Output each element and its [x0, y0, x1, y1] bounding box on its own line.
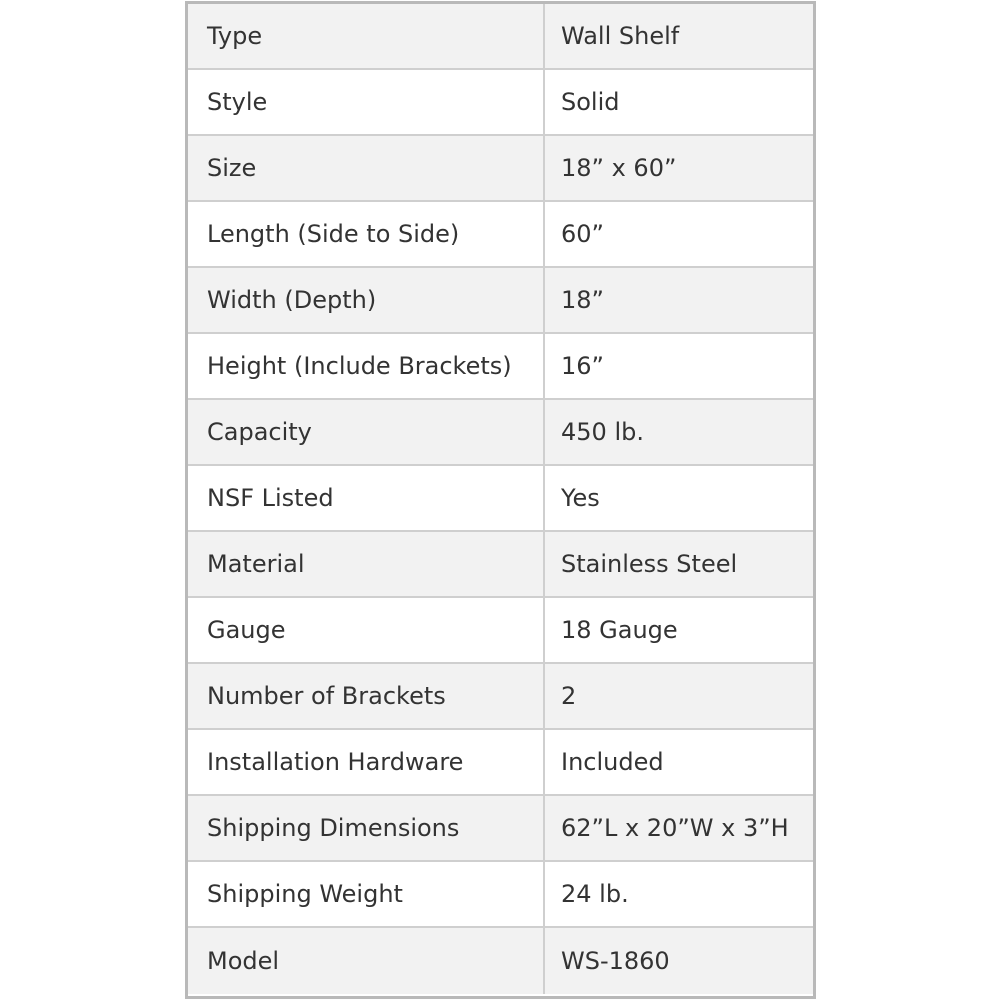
spec-row-size [188, 136, 813, 202]
spec-value: WS-1860 [561, 947, 670, 975]
spec-row-type [188, 4, 813, 70]
spec-row-width [188, 268, 813, 334]
spec-value: Yes [561, 484, 600, 512]
spec-row-brackets [188, 664, 813, 730]
spec-value: 2 [561, 682, 577, 710]
spec-value: 450 lb. [561, 418, 644, 446]
spec-label: Number of Brackets [188, 664, 545, 728]
spec-row-installation-hardware [188, 730, 813, 796]
spec-label: Shipping Dimensions [188, 796, 545, 860]
spec-row-shipping-dimensions [188, 796, 813, 862]
spec-value: 16” [561, 352, 604, 380]
spec-label: Length (Side to Side) [188, 202, 545, 266]
spec-value: 18 Gauge [561, 616, 678, 644]
spec-label: Size [188, 136, 545, 200]
spec-label: Material [188, 532, 545, 596]
spec-row-gauge [188, 598, 813, 664]
spec-row-material [188, 532, 813, 598]
spec-row-height [188, 334, 813, 400]
spec-row-style [188, 70, 813, 136]
spec-label: Style [188, 70, 545, 134]
spec-label: Capacity [188, 400, 545, 464]
spec-value: Included [561, 748, 664, 776]
spec-row-capacity [188, 400, 813, 466]
spec-label: Installation Hardware [188, 730, 545, 794]
spec-value: Wall Shelf [561, 22, 680, 50]
spec-label: Model [188, 928, 545, 994]
spec-label: Height (Include Brackets) [188, 334, 545, 398]
spec-label: NSF Listed [188, 466, 545, 530]
spec-value: Solid [561, 88, 620, 116]
spec-label: Gauge [188, 598, 545, 662]
spec-value: 24 lb. [561, 880, 629, 908]
spec-value: Stainless Steel [561, 550, 738, 578]
spec-row-nsf-listed [188, 466, 813, 532]
spec-value: 62”L x 20”W x 3”H [561, 814, 789, 842]
spec-label: Shipping Weight [188, 862, 545, 926]
spec-row-length [188, 202, 813, 268]
spec-value: 60” [561, 220, 604, 248]
spec-label: Width (Depth) [188, 268, 545, 332]
spec-value: 18” x 60” [561, 154, 677, 182]
spec-label: Type [188, 4, 545, 68]
spec-row-model [188, 928, 813, 994]
spec-value: 18” [561, 286, 604, 314]
spec-table [185, 1, 816, 999]
spec-row-shipping-weight [188, 862, 813, 928]
